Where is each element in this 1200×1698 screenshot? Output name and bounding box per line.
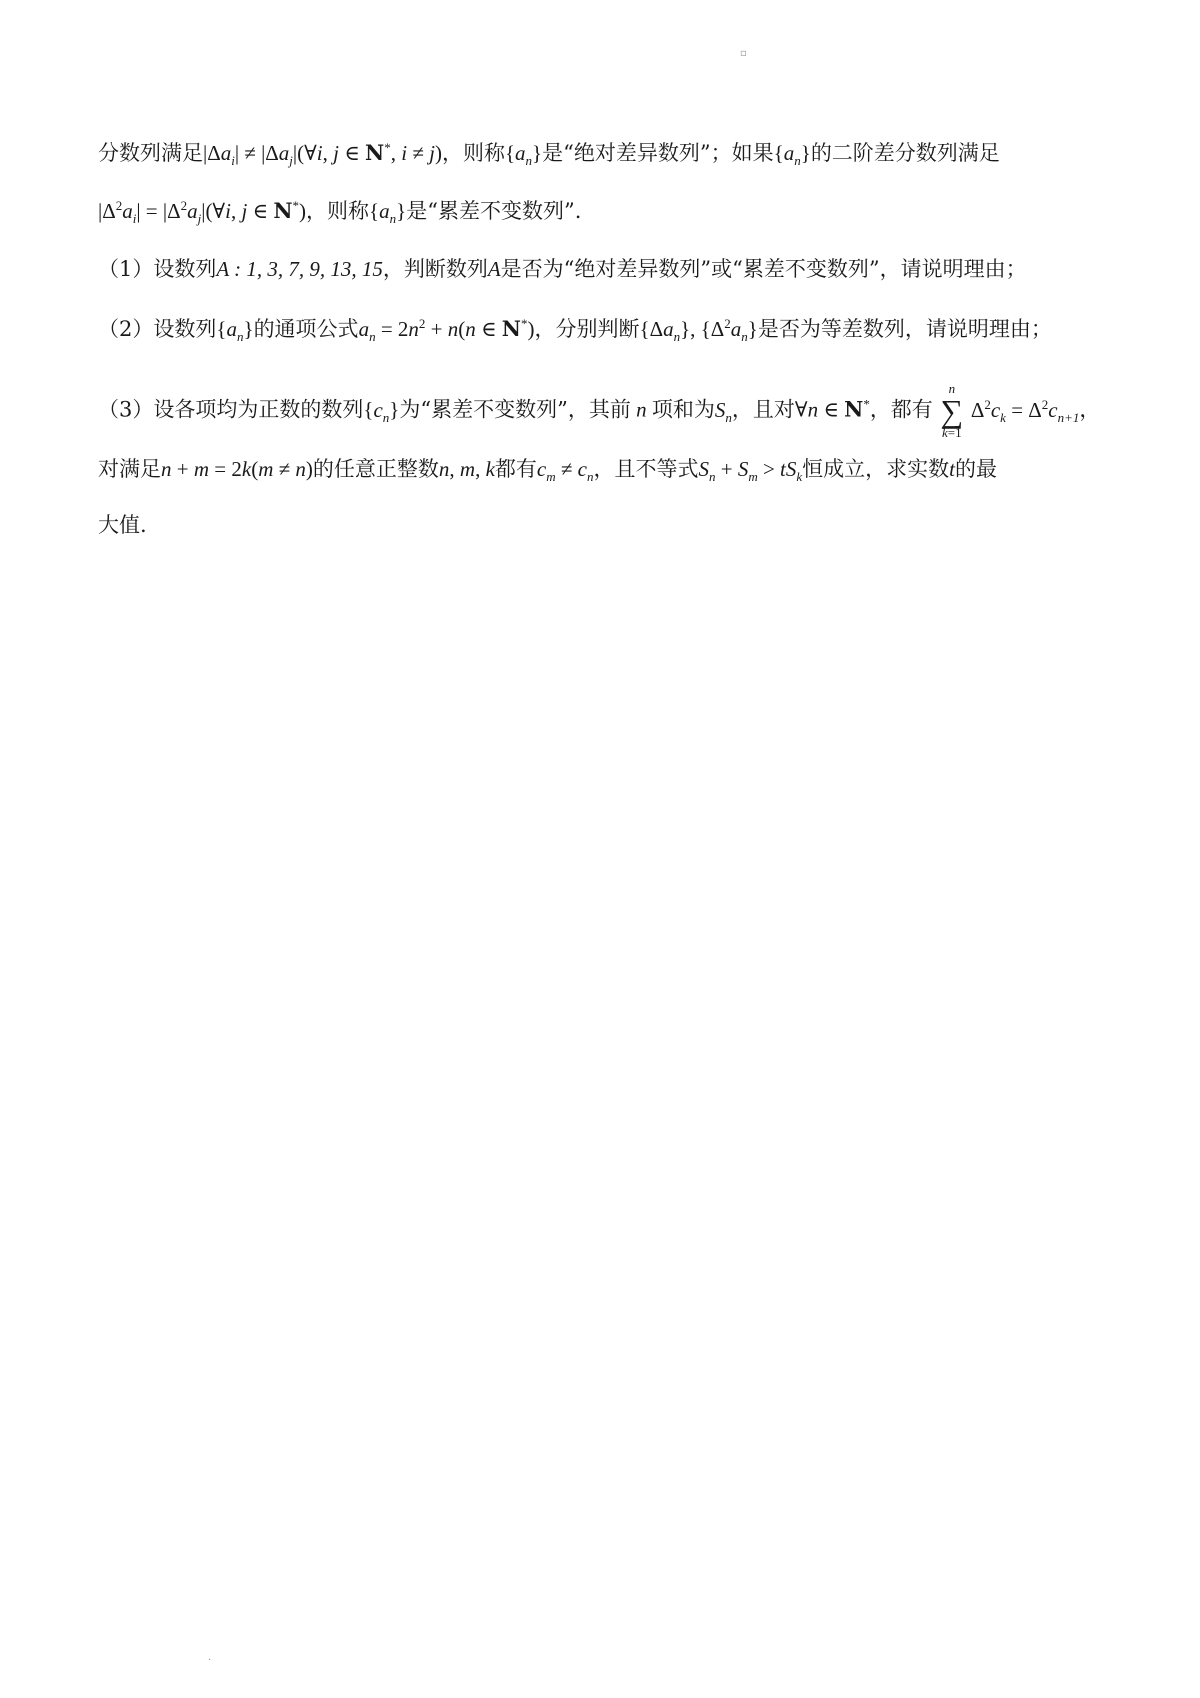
question-1: （1）设数列A : 1, 3, 7, 9, 13, 15，判断数列A是否为“绝对差异数列”或“累差不变数列”，请说明理由； (98, 257, 1027, 281)
summation-symbol: n ∑ k=1 (940, 381, 964, 440)
top-mark: ▫ (740, 48, 747, 59)
question-3-line-3: 大值. (98, 513, 147, 537)
bottom-mark: · (208, 1655, 212, 1666)
intro-line-2: $|\Delta^2a_i|$ = $|\Delta^2a_j|(\forall i$, j ∈ N*)，则称$\{a_n\}$是“累差不变数列”. (98, 198, 582, 227)
question-3-line-1: （3）设各项均为正数的数列$\{c_n\}$为“累差不变数列”，其前 n 项和为$S_n$，且对∀n ∈ N*，都有 n ∑ k=1 $\Delta^2c_k = \Delta^2c_{n+1}$， (98, 381, 1101, 440)
question-2: （2）设数列$\{a_n\}$的通项公式$a_n = 2n^2 + n(n$ ∈ N*)，分别判断$\{\Delta a_n\}$, $\{\Delta^2a_n\}$是否为等差数列，请说明理由； (98, 316, 1052, 345)
question-3-line-2: 对满足n + m = 2k(m ≠ n)的任意正整数n, m, k都有$c_m \ne c_n$，且不等式$S_n + S_m > tS_k$恒成立，求实数t的最 (98, 457, 998, 485)
intro-line-1: 分数列满足$|\Delta a_i|$ ≠ $|\Delta a_j|(\forall i$, j ∈ N*, i ≠ j)，则称$\{a_n\}$是“绝对差异数列”；如果$\{a_n\}$的二阶差分数列满足 (98, 140, 1000, 169)
